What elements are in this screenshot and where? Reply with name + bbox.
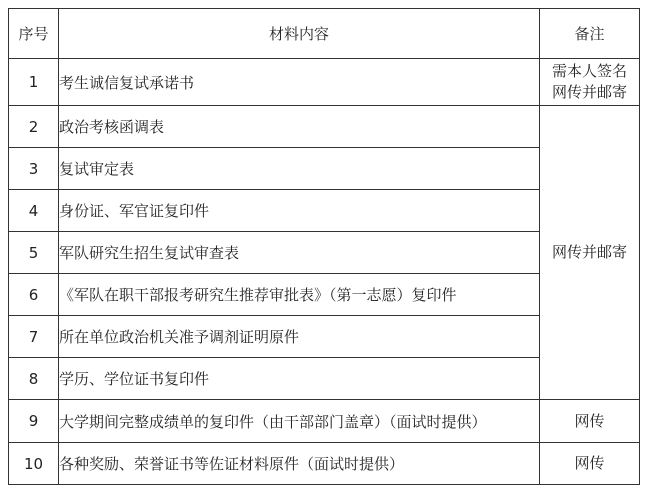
row-number: 7 xyxy=(9,316,59,358)
header-note: 备注 xyxy=(540,9,640,59)
row-note-line: 网传并邮寄 xyxy=(551,83,627,101)
row-note xyxy=(540,59,640,106)
row-content: 考生诚信复试承诺书 xyxy=(59,59,540,106)
row-note-line: 需本人签名 xyxy=(551,62,627,80)
row-content: 各种奖励、荣誉证书等佐证材料原件（面试时提供） xyxy=(59,443,540,485)
row-note: 网传 xyxy=(540,443,640,485)
row-number: 8 xyxy=(9,358,59,400)
row-number: 6 xyxy=(9,274,59,316)
row-number: 9 xyxy=(9,400,59,443)
table-header-row xyxy=(9,9,640,59)
row-content: 学历、学位证书复印件 xyxy=(59,358,540,400)
row-content: 军队研究生招生复试审查表 xyxy=(59,232,540,274)
row-note: 网传 xyxy=(540,400,640,443)
row-number: 1 xyxy=(9,59,59,106)
row-content: 政治考核函调表 xyxy=(59,106,540,148)
row-content: 复试审定表 xyxy=(59,148,540,190)
materials-table xyxy=(8,8,640,485)
table-row xyxy=(9,400,640,443)
table-row xyxy=(9,59,640,106)
row-content: 《军队在职干部报考研究生推荐审批表》（第一志愿）复印件 xyxy=(59,274,540,316)
row-number: 3 xyxy=(9,148,59,190)
row-number: 2 xyxy=(9,106,59,148)
row-number: 4 xyxy=(9,190,59,232)
table-row xyxy=(9,443,640,485)
row-number: 5 xyxy=(9,232,59,274)
merged-note: 网传并邮寄 xyxy=(540,106,640,400)
row-content: 身份证、军官证复印件 xyxy=(59,190,540,232)
header-content: 材料内容 xyxy=(59,9,540,59)
table-row xyxy=(9,106,640,148)
row-number: 10 xyxy=(9,443,59,485)
row-content: 大学期间完整成绩单的复印件（由干部部门盖章）（面试时提供） xyxy=(59,400,540,443)
header-seq: 序号 xyxy=(9,9,59,59)
row-content: 所在单位政治机关准予调剂证明原件 xyxy=(59,316,540,358)
